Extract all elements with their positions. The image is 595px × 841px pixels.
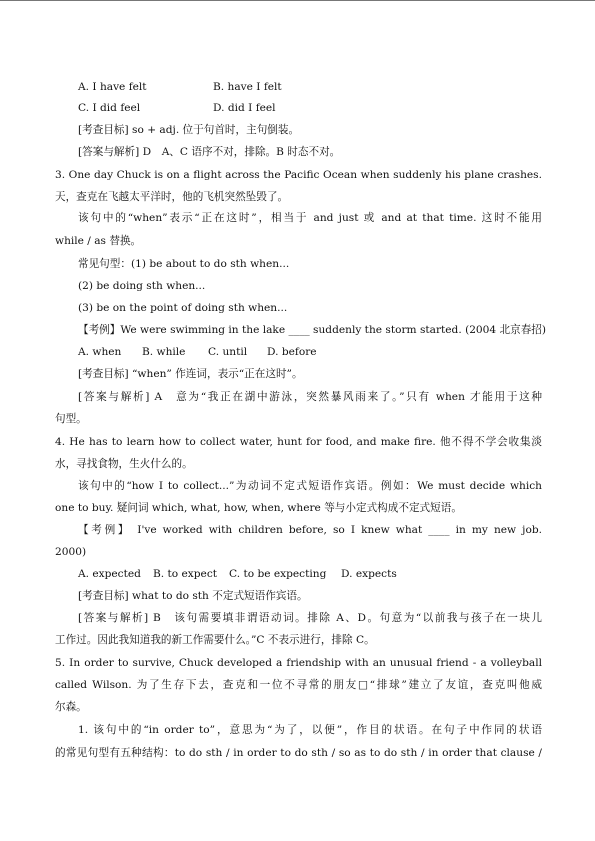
option-a: A. expected: [78, 568, 141, 580]
paragraph-line: 该句中的“how I to collect...”为动词不定式短语作宾语。例如：We must decide which: [78, 480, 542, 492]
paragraph-line: 天，查克在飞越太平洋时，他的飞机突然坠毁了。: [55, 191, 289, 203]
answer-analysis: [答案与解析] A 意为“我正在湖中游泳，突然暴风雨来了。”只有 when 才能用于这种: [78, 391, 542, 403]
exam-objective: [考查目标] “when” 作连词，表示“正在这时”。: [78, 368, 303, 380]
exam-example: 【考例】 I've worked with children before, so I knew what ____ in my new job.: [78, 524, 542, 536]
option-c: C. until: [208, 346, 248, 358]
paragraph-line: 句型。: [55, 413, 87, 425]
paragraph-line: 4. He has to learn how to collect water, hunt for food, and make fire. 他不得不学会收集淡: [55, 436, 542, 448]
option-a: A. when: [78, 346, 122, 358]
exam-example: 【考例】We were swimming in the lake ____ suddenly the storm started. (2004 北京春招): [78, 324, 547, 336]
option-a: A. I have felt: [78, 81, 147, 93]
answer-analysis: [答案与解析] D A、C 语序不对，排除。B 时态不对。: [78, 146, 341, 158]
paragraph-line: 3. One day Chuck is on a flight across the Pacific Ocean when suddenly his plane crashes.: [55, 169, 542, 181]
pattern-line: 常见句型：(1) be about to do sth when...: [78, 258, 290, 270]
pattern-line: (2) be doing sth when...: [78, 280, 206, 292]
option-d: D. expects: [341, 568, 397, 580]
paragraph-line: 水，寻找食物，生火什么的。: [55, 458, 193, 470]
paragraph-line: 工作过。因此我知道我的新工作需要什么。”C 不表示进行，排除 C。: [55, 634, 375, 646]
option-b: B. to expect: [153, 568, 218, 580]
option-b: B. while: [142, 346, 186, 358]
paragraph-line: 尔森。: [55, 701, 87, 713]
option-d: D. did I feel: [213, 102, 276, 114]
option-d: D. before: [267, 346, 317, 358]
paragraph-line: 2000): [55, 546, 87, 558]
option-b: B. have I felt: [213, 81, 282, 93]
paragraph-line: called Wilson. 为了生存下去，查克和一位不寻常的朋友□“排球”建立了友谊，查克叫他威: [55, 679, 542, 691]
paragraph-line: one to buy. 疑问词 which, what, how, when, where 等与小定式构成不定式短语。: [55, 502, 462, 514]
answer-analysis: [答案与解析] B 该句需要填非谓语动词。排除 A、D。句意为“以前我与孩子在一块儿: [78, 612, 542, 624]
paragraph-line: 该句中的“when”表示“正在这时”，相当于 and just 或 and at that time. 这时不能用: [78, 212, 542, 224]
exam-objective: [考查目标] so + adj. 位于句首时，主句倒装。: [78, 124, 300, 136]
pattern-line: (3) be on the point of doing sth when...: [78, 302, 288, 314]
option-c: C. I did feel: [78, 102, 141, 114]
paragraph-line: 的常见句型有五种结构：to do sth / in order to do sth / so as to do sth / in order that clause /: [55, 747, 542, 759]
option-c: C. to be expecting: [229, 568, 327, 580]
exam-objective: [考查目标] what to do sth 不定式短语作宾语。: [78, 590, 308, 602]
paragraph-line: 5. In order to survive, Chuck developed a friendship with an unusual friend - a volleyball: [55, 657, 542, 669]
paragraph-line: while / as 替换。: [55, 235, 142, 247]
paragraph-line: 1. 该句中的“in order to”，意思为“为了，以便”，作目的状语。在句子中作同的状语: [78, 724, 542, 736]
